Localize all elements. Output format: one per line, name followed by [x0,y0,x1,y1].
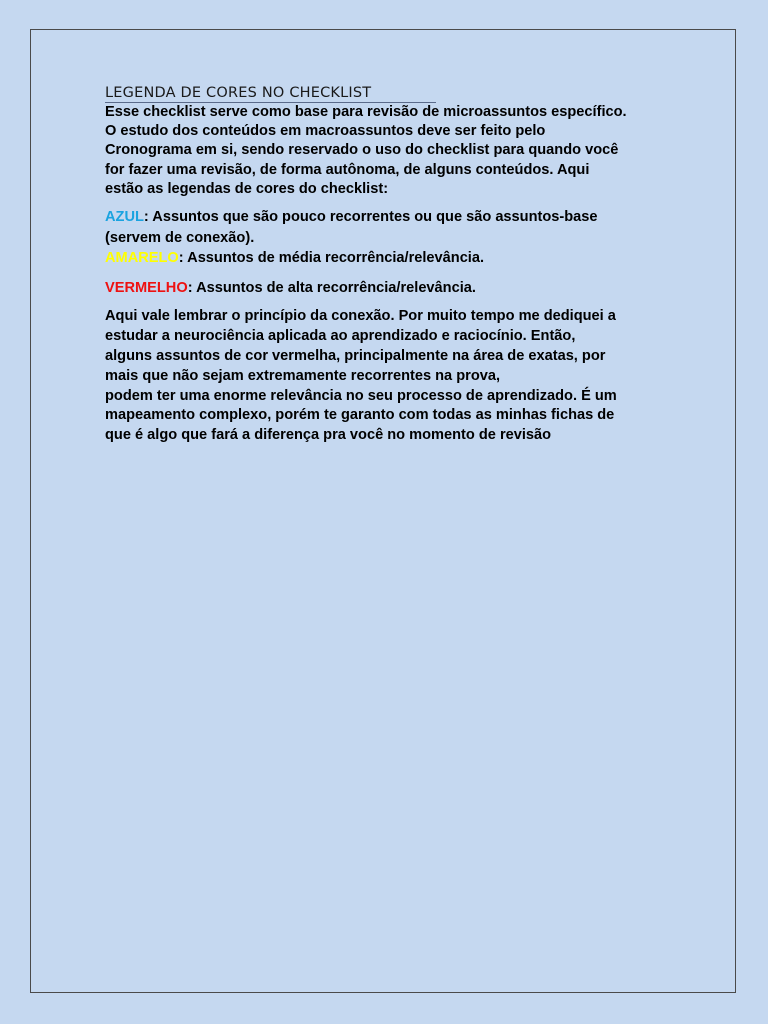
closing-line: mais que não sejam extremamente recorrentes na prova, [105,367,501,384]
intro-paragraph [105,103,675,199]
legend-vermelho-label: VERMELHO [105,280,188,297]
closing-line: podem ter uma enorme relevância no seu processo de aprendizado. É um [105,387,617,404]
closing-line: que é algo que fará a diferença pra você no momento de revisão [105,427,552,444]
legend-azul-text: : Assuntos que são pouco recorrentes ou que são assuntos-base [143,209,598,226]
closing-paragraph [105,307,675,446]
intro-line: Esse checklist serve como base para revisão de microassuntos específico. [105,104,627,120]
closing-line: estudar a neurociência aplicada ao aprendizado e raciocínio. Então, [105,328,576,345]
intro-line: O estudo dos conteúdos em macroassuntos deve ser feito pelo [105,123,546,140]
document-body [105,84,675,446]
legend-azul-label: AZUL [105,209,144,226]
legend-amarelo-label: AMARELO [105,250,179,267]
legend-vermelho-text: : Assuntos de alta recorrência/relevância. [187,280,476,297]
closing-line: mapeamento complexo, porém te garanto com todas as minhas fichas de [105,407,615,424]
intro-line: Cronograma em si, sendo reservado o uso do checklist para quando você [105,142,619,159]
intro-line: estão as legendas de cores do checklist: [105,180,389,197]
intro-line: for fazer uma revisão, de forma autônoma, de alguns conteúdos. Aqui [105,161,590,178]
legend-vermelho [105,279,675,298]
document-title: LEGENDA DE CORES NO CHECKLIST [105,84,436,103]
legend-azul-text-cont: (servem de conexão). [105,230,255,247]
legend-amarelo [105,249,675,268]
closing-line: alguns assuntos de cor vermelha, principalmente na área de exatas, por [105,348,606,365]
legend-azul [105,207,675,249]
closing-line: Aqui vale lembrar o princípio da conexão. Por muito tempo me dediquei a [105,308,616,325]
legend-amarelo-text: : Assuntos de média recorrência/relevância. [178,250,485,267]
